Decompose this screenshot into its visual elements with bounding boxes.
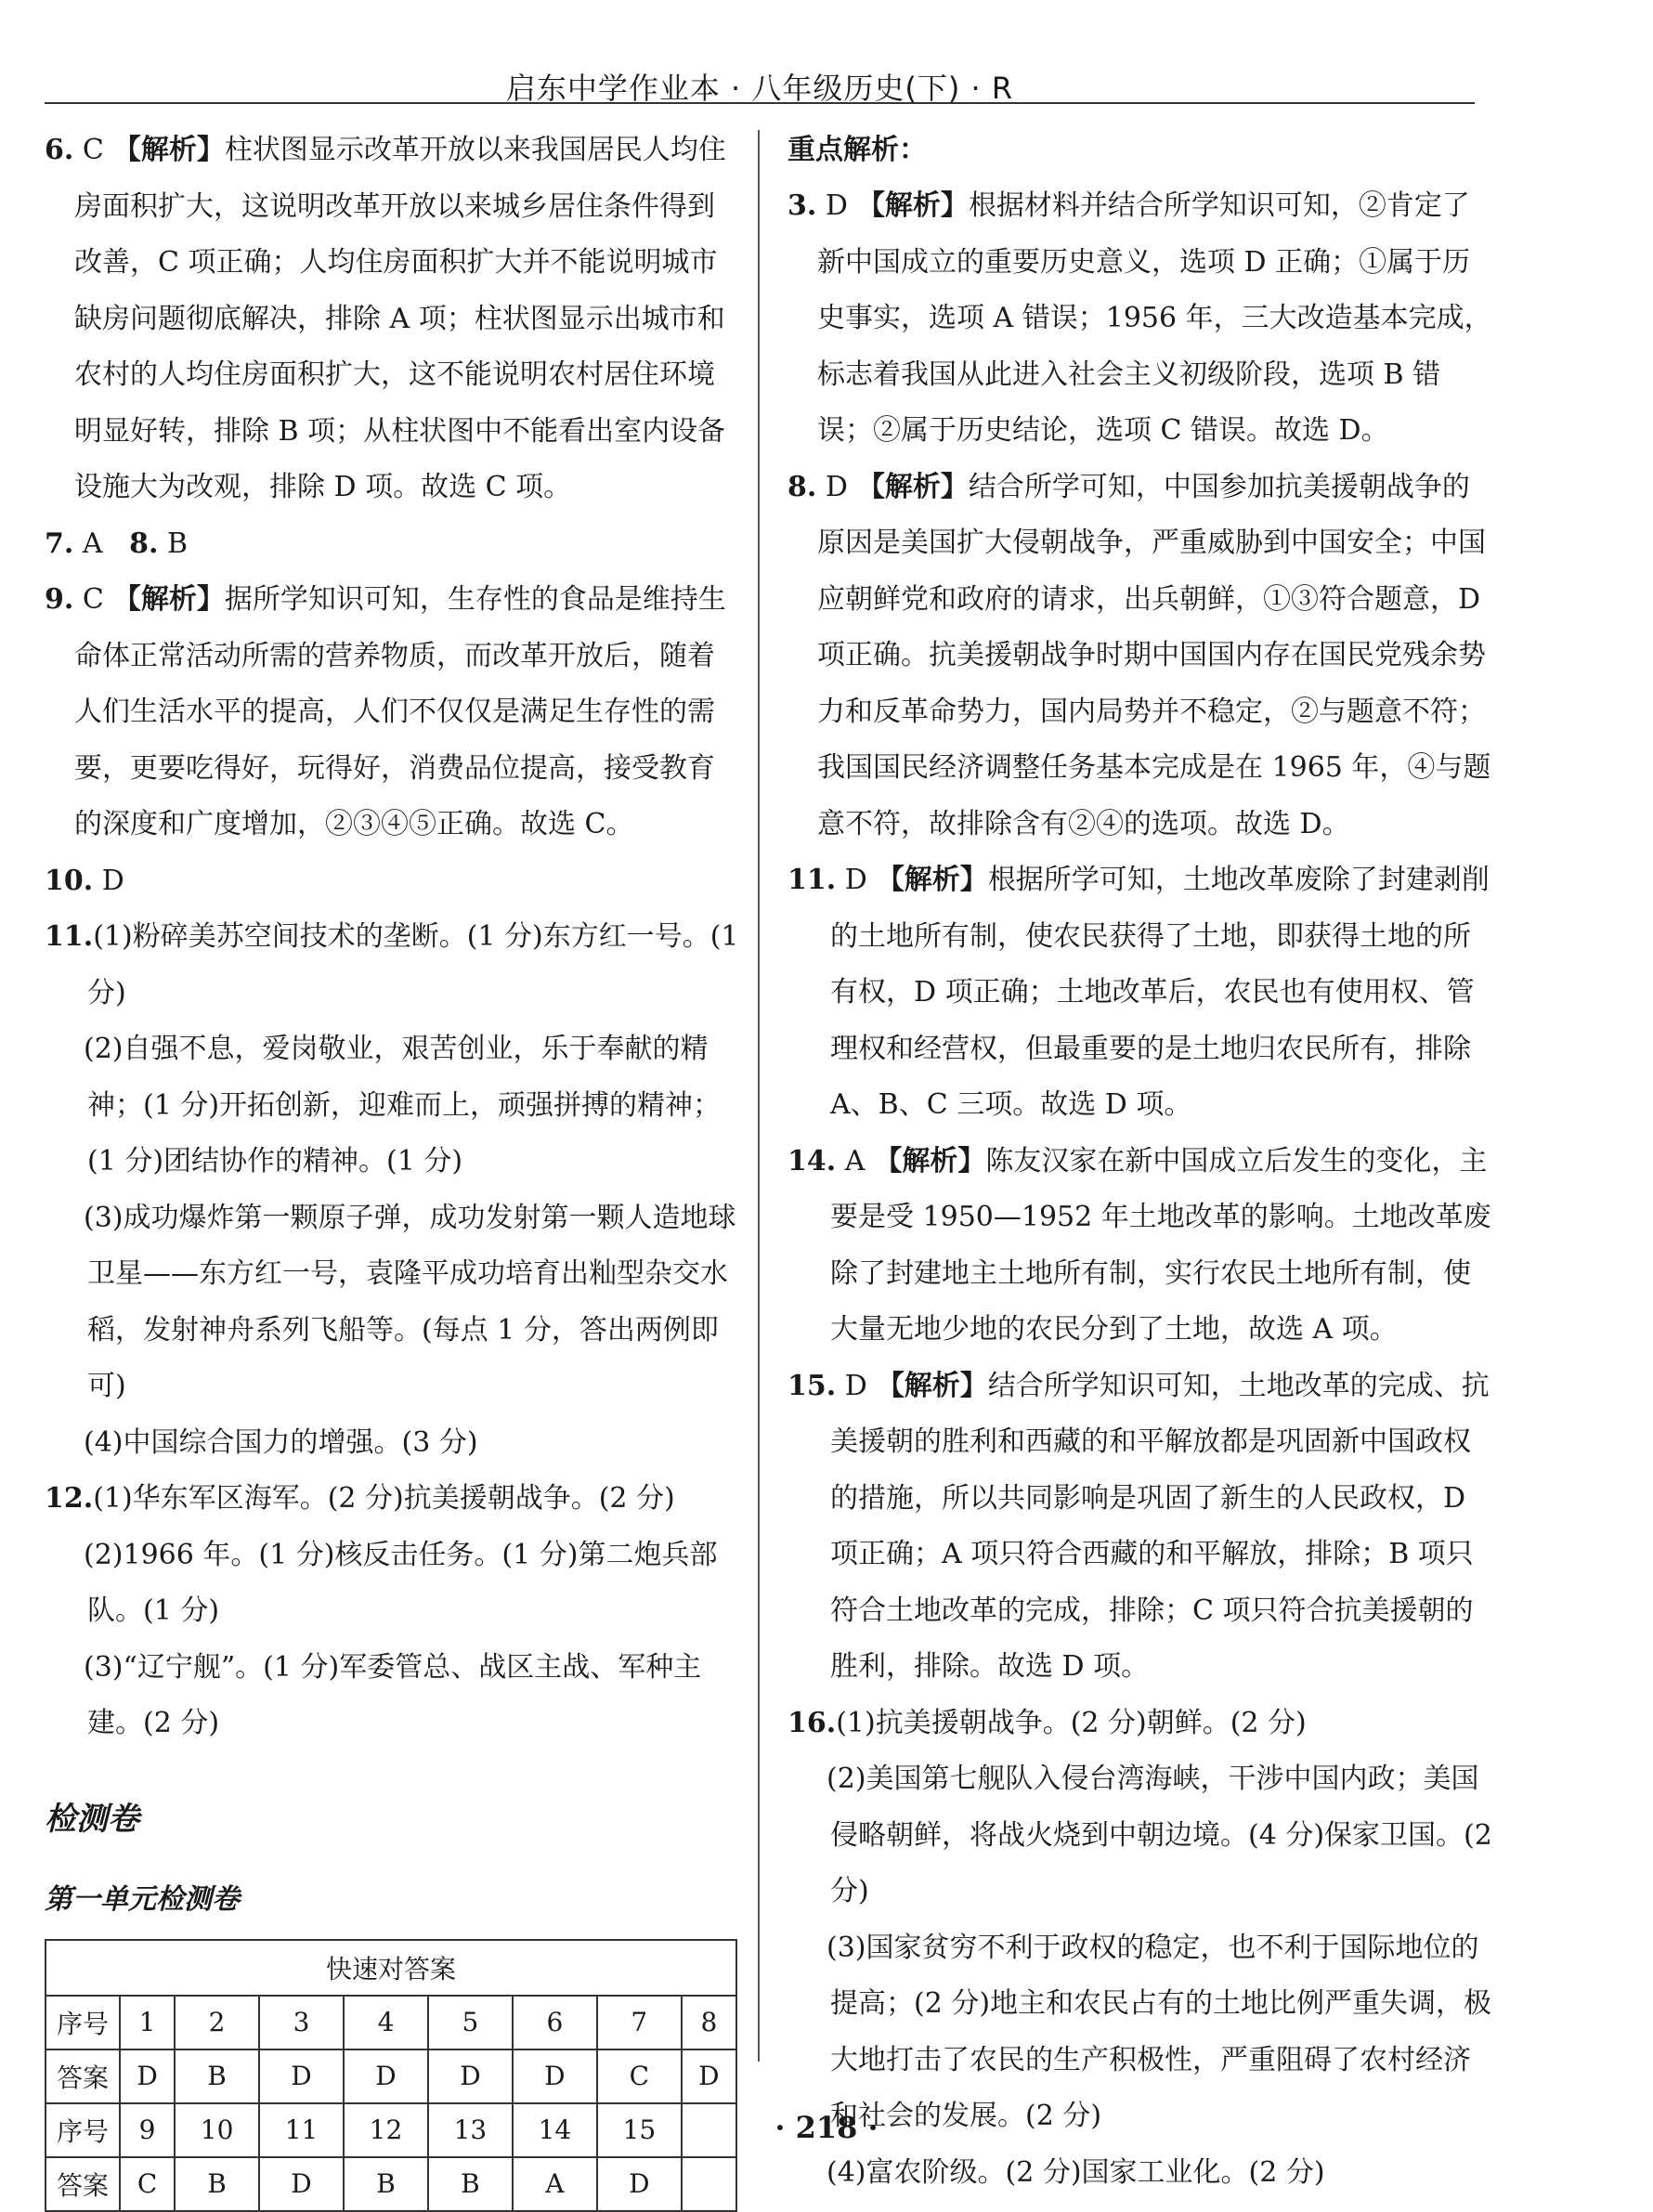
- answer-7-8: [45, 516, 741, 573]
- table-cell: 4: [344, 1996, 428, 2049]
- item-number: 9.: [45, 583, 74, 616]
- analysis-8: [787, 460, 1493, 853]
- answer-16-part1: [787, 1696, 1493, 1752]
- table-cell: 7: [597, 1996, 682, 2049]
- analysis-tag: 【解析】: [874, 1144, 986, 1178]
- row-label: 序号: [46, 2103, 120, 2157]
- item-number: 12.: [45, 1482, 94, 1515]
- analysis-text: 柱状图显示改革开放以来我国居民人均住房面积扩大，这说明改革开放以来城乡居住条件得到改善，C 项正确；人均住房面积扩大并不能说明城市缺房问题彻底解决，排除 A 项；柱状图显示出城市和农村的人均住房面积扩大，这不能说明农村居住环境明显好转，排除 B 项；从柱状图中不能看出室内设备设施大为改观，排除 D 项。故选 C 项。: [74, 134, 726, 503]
- part-text: (1)抗美援朝战争。(2 分)朝鲜。(2 分): [836, 1706, 1307, 1739]
- item-number: 8.: [787, 470, 817, 503]
- table-cell: 8: [682, 1996, 736, 2049]
- page-number: · 218 ·: [774, 2110, 879, 2145]
- analysis-text: 据所学知识可知，生存性的食品是维持生命体正常活动所需的营养物质，而改革开放后，随着人们生活水平的提高，人们不仅仅是满足生存性的需要，更要吃得好，玩得好，消费品位提高，接受教育的深度和广度增加，②③④⑤正确。故选 C。: [74, 583, 726, 840]
- table-cell: B: [344, 2157, 428, 2211]
- table-cell: C: [120, 2157, 175, 2211]
- table-row: [46, 2157, 736, 2211]
- analysis-text: 结合所学知识可知，土地改革的完成、抗美援朝的胜利和西藏的和平解放都是巩固新中国政权的措施，所以共同影响是巩固了新生的人民政权，D 项正确；A 项只符合西藏的和平解放，排除；B 项只符合土地改革的完成，排除；C 项只符合抗美援朝的胜利，排除。故选 D 项。: [830, 1369, 1490, 1683]
- analysis-text: 结合所学可知，中国参加抗美援朝战争的原因是美国扩大侵朝战争，严重威胁到中国安全；中国应朝鲜党和政府的请求，出兵朝鲜，①③符合题意，D 项正确。抗美援朝战争时期中国国内存在国民党残余势力和反革命势力，国内局势并不稳定，②与题意不符；我国国民经济调整任务基本完成是在 1965 年，④与题意不符，故排除含有②④的选项。故选 D。: [817, 470, 1491, 840]
- table-cell: A: [513, 2157, 597, 2211]
- table-cell: 12: [344, 2103, 428, 2157]
- item-answer: C: [82, 583, 104, 616]
- row-label: 答案: [46, 2049, 120, 2103]
- analysis-tag: 【解析】: [112, 583, 225, 616]
- item-number: 7.: [45, 527, 74, 560]
- table-cell: B: [428, 2157, 513, 2211]
- item-answer: D: [844, 864, 867, 896]
- analysis-tag: 【解析】: [876, 864, 988, 896]
- table-cell: D: [259, 2049, 344, 2103]
- answer-12-part3: (3)“辽宁舰”。(1 分)军委管总、战区主战、军种主建。(2 分): [84, 1650, 702, 1739]
- item-number: 11.: [45, 920, 94, 953]
- item-answer: B: [167, 527, 189, 560]
- row-label: 序号: [46, 1996, 120, 2049]
- analysis-11: [787, 852, 1493, 1134]
- table-cell: 1: [120, 1996, 175, 2049]
- table-row: [46, 2049, 736, 2103]
- answer-16-part2: (2)美国第七舰队入侵台湾海峡，干涉中国内政；美国侵略朝鲜，将战火烧到中朝边境。(4 分)保家卫国。(2 分): [826, 1763, 1492, 1907]
- table-cell: 5: [428, 1996, 513, 2049]
- answer-11-part2: (2)自强不息，爱岗敬业，艰苦创业，乐于奉献的精神；(1 分)开拓创新，迎难而上，顽强拼搏的精神；(1 分)团结协作的精神。(1 分): [84, 1033, 722, 1178]
- answer-12-part2: (2)1966 年。(1 分)核反击任务。(1 分)第二炮兵部队。(1 分): [84, 1538, 718, 1627]
- analysis-tag: 【解析】: [112, 134, 225, 166]
- analysis-text: 根据所学可知，土地改革废除了封建剥削的土地所有制，使农民获得了土地，即获得土地的所有权，D 项正确；土地改革后，农民也有使用权、管理权和经营权，但最重要的是土地归农民所有，排除 A、B、C 三项。故选 D 项。: [830, 864, 1490, 1121]
- item-number: 15.: [787, 1369, 837, 1402]
- answer-10: [45, 853, 741, 910]
- item-answer: D: [101, 864, 124, 897]
- table-cell: D: [428, 2049, 513, 2103]
- answer-16-part3: (3)国家贫穷不利于政权的稳定，也不利于国际地位的提高；(2 分)地主和农民占有的土地比例严重失调，极大地打击了农民的生产积极性，严重阻碍了农村经济和社会的发展。(2 分): [826, 1931, 1492, 2132]
- item-number: 10.: [45, 864, 94, 897]
- item-number: 6.: [45, 134, 74, 166]
- table-cell: D: [344, 2049, 428, 2103]
- analysis-text: 根据材料并结合所学知识可知，②肯定了新中国成立的重要历史意义，选项 D 正确；①属于历史事实，选项 A 错误；1956 年，三大改造基本完成，标志着我国从此进入社会主义初级阶段，选项 B 错误；②属于历史结论，选项 C 错误。故选 D。: [817, 189, 1492, 447]
- analysis-tag: 【解析】: [856, 470, 969, 503]
- item-answer: A: [844, 1144, 866, 1178]
- page-header: 启东中学作业本 · 八年级历史(下) · R: [505, 71, 1014, 106]
- item-answer: D: [825, 189, 848, 222]
- answer-11-part4: (4)中国综合国力的增强。(3 分): [84, 1425, 478, 1459]
- table-cell: 11: [259, 2103, 344, 2157]
- right-column: [787, 123, 1493, 2201]
- quick-answer-table: [45, 1939, 737, 2212]
- column-divider: [758, 130, 760, 2062]
- item-number: 3.: [787, 189, 817, 222]
- table-cell: D: [120, 2049, 175, 2103]
- analysis-tag: 【解析】: [856, 189, 969, 222]
- item-answer: D: [825, 470, 848, 503]
- table-cell: D: [259, 2157, 344, 2211]
- table-cell: 9: [120, 2103, 175, 2157]
- item-answer: C: [82, 134, 104, 166]
- answer-12-part1: [45, 1471, 741, 1528]
- answer-11-part1: [45, 909, 741, 1021]
- table-cell: 15: [597, 2103, 682, 2157]
- table-cell: D: [513, 2049, 597, 2103]
- analysis-3: [787, 178, 1493, 460]
- answer-6: [45, 123, 741, 516]
- table-cell: 2: [175, 1996, 259, 2049]
- part-text: (1)华东军区海军。(2 分)抗美援朝战争。(2 分): [93, 1482, 675, 1515]
- unit-title: 第一单元检测卷: [45, 1882, 240, 1916]
- analysis-14: [787, 1134, 1493, 1359]
- key-analysis-heading: 重点解析：: [787, 134, 927, 166]
- table-row: [46, 1996, 736, 2049]
- item-answer: D: [844, 1369, 867, 1402]
- answer-16-part4: (4)富农阶级。(2 分)国家工业化。(2 分): [826, 2155, 1325, 2189]
- table-cell: D: [682, 2049, 736, 2103]
- part-text: (1)粉碎美苏空间技术的垄断。(1 分)东方红一号。(1 分): [87, 920, 739, 1009]
- analysis-15: [787, 1359, 1493, 1696]
- table-cell: 3: [259, 1996, 344, 2049]
- table-cell: 10: [175, 2103, 259, 2157]
- item-number: 11.: [787, 864, 837, 896]
- table-cell: [682, 2157, 736, 2211]
- section-title: 检测卷: [45, 1800, 139, 1838]
- answer-9: [45, 572, 741, 853]
- left-column: [45, 123, 741, 2212]
- analysis-tag: 【解析】: [876, 1369, 988, 1402]
- table-cell: 14: [513, 2103, 597, 2157]
- table-cell: B: [175, 2157, 259, 2211]
- row-label: 答案: [46, 2157, 120, 2211]
- table-cell: 13: [428, 2103, 513, 2157]
- analysis-text: 陈友汉家在新中国成立后发生的变化，主要是受 1950—1952 年土地改革的影响。土地改革废除了封建地主土地所有制，实行农民土地所有制，使大量无地少地的农民分到了土地，故选 A 项。: [830, 1144, 1491, 1346]
- item-number: 8.: [129, 527, 159, 560]
- header-rule: [45, 102, 1475, 104]
- table-cell: B: [175, 2049, 259, 2103]
- item-answer: A: [82, 527, 103, 560]
- item-number: 16.: [787, 1706, 837, 1739]
- table-cell: D: [597, 2157, 682, 2211]
- answer-11-part3: (3)成功爆炸第一颗原子弹，成功发射第一颗人造地球卫星——东方红一号，袁隆平成功培育出籼型杂交水稻，发射神舟系列飞船等。(每点 1 分，答出两例即可): [84, 1201, 736, 1402]
- table-cell: 6: [513, 1996, 597, 2049]
- table-caption: 快速对答案: [46, 1940, 736, 1996]
- item-number: 14.: [787, 1144, 837, 1178]
- table-cell: C: [597, 2049, 682, 2103]
